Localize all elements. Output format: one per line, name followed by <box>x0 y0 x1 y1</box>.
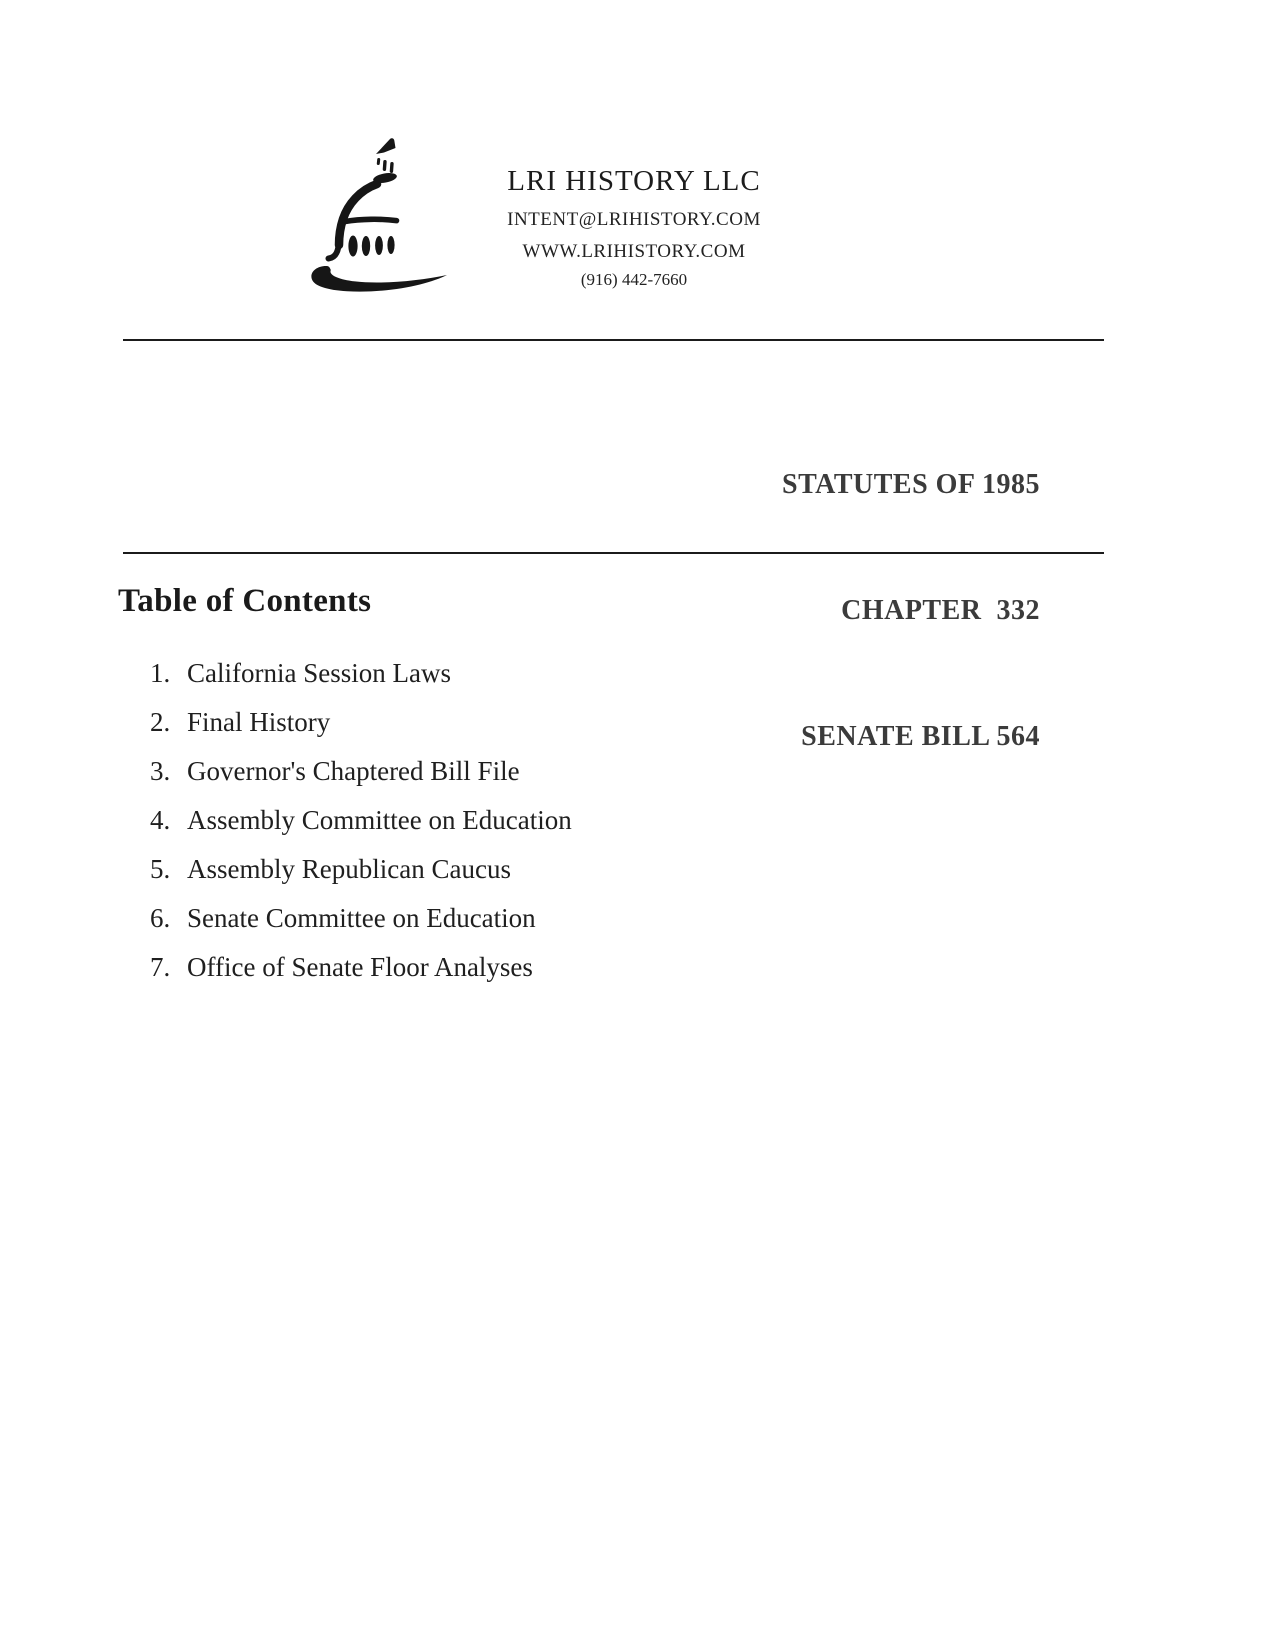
toc-heading: Table of Contents <box>118 583 372 619</box>
toc-item-label: California Session Laws <box>187 658 451 688</box>
toc-item-number: 6. <box>150 903 171 933</box>
toc-item-number: 7. <box>150 952 171 982</box>
toc-item-number: 3. <box>150 756 171 786</box>
bill-reference-block <box>782 380 1040 842</box>
website-url: WWW.LRIHISTORY.COM <box>522 240 746 262</box>
email-address: INTENT@LRIHISTORY.COM <box>507 208 761 230</box>
toc-item <box>150 902 572 934</box>
toc-item-label: Assembly Committee on Education <box>187 805 572 835</box>
toc-item-label: Senate Committee on Education <box>187 903 536 933</box>
phone-number: (916) 442-7660 <box>580 270 688 290</box>
toc-item-label: Final History <box>187 707 331 737</box>
capitol-dome-icon <box>303 122 455 294</box>
toc-item-number: 1. <box>150 658 171 688</box>
toc-item-number: 5. <box>150 854 171 884</box>
statutes-line: STATUTES OF 1985 <box>782 469 1040 500</box>
toc-item <box>150 951 572 983</box>
chapter-line: CHAPTER 332 <box>841 595 1040 626</box>
toc-item-number: 2. <box>150 707 171 737</box>
toc-item <box>150 853 572 885</box>
divider-top <box>123 339 1104 341</box>
toc-list <box>150 657 572 1000</box>
company-name: LRI HISTORY LLC <box>507 165 761 197</box>
toc-item-number: 4. <box>150 805 171 835</box>
letterhead-contact-block <box>452 160 816 291</box>
toc-item-label: Governor's Chaptered Bill File <box>187 756 520 786</box>
senate-bill-line: SENATE BILL 564 <box>801 721 1040 752</box>
toc-item <box>150 706 572 738</box>
toc-item <box>150 755 572 787</box>
toc-item-label: Office of Senate Floor Analyses <box>187 952 533 982</box>
toc-item <box>150 657 572 689</box>
toc-item <box>150 804 572 836</box>
toc-item-label: Assembly Republican Caucus <box>187 854 511 884</box>
